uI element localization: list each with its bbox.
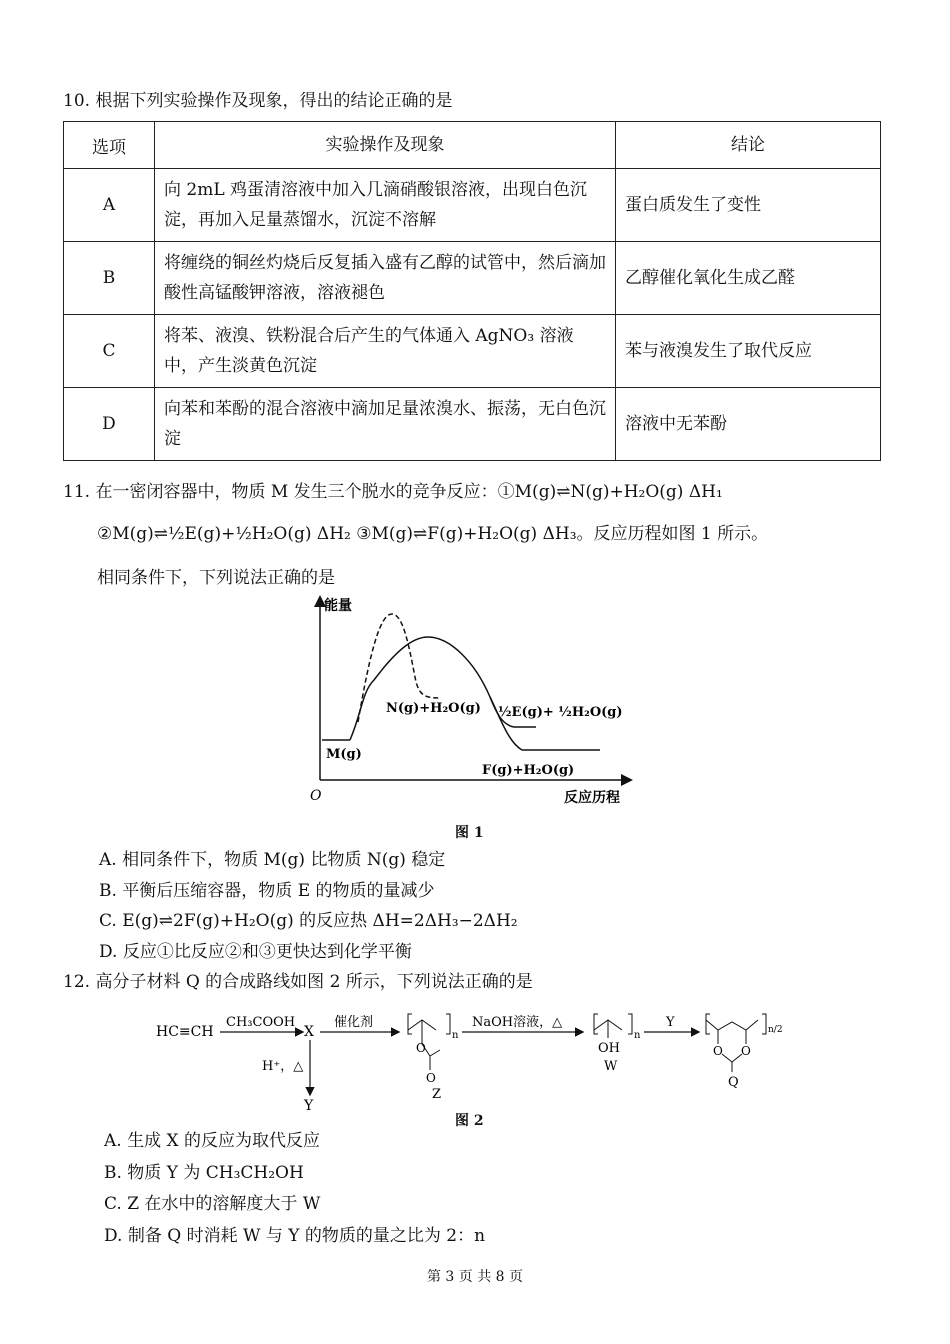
q11-line2: ②M(g)⇌½E(g)+½H₂O(g) ΔH₂ ③M(g)⇌F(g)+H₂O(g) ΔH₃。反应历程如图 1 所示。 [97, 524, 769, 544]
y-axis-label: 能量 [324, 598, 352, 614]
q10-table [63, 121, 881, 461]
x-axis-label: 反应历程 [564, 790, 620, 806]
q-o2: O [741, 1044, 751, 1058]
curve-f [350, 637, 600, 750]
energy-diagram [300, 592, 650, 812]
row-option: C [64, 315, 155, 388]
scheme-q: Q [728, 1075, 739, 1090]
q11-line3: 相同条件下，下列说法正确的是 [97, 568, 335, 588]
q10-stem: 10. 根据下列实验操作及现象，得出的结论正确的是 [63, 91, 453, 111]
q-backbone [706, 1020, 758, 1030]
scheme-w: W [604, 1059, 618, 1074]
w-subscript: n [634, 1030, 641, 1041]
label-m: M(g) [326, 747, 362, 762]
header-option: 选项 [64, 122, 155, 169]
w-bracket-left [594, 1014, 598, 1034]
z-subscript: n [452, 1030, 459, 1041]
scheme-reagent3: Y [666, 1015, 675, 1030]
row-operation: 向 2mL 鸡蛋清溶液中加入几滴硝酸银溶液，出现白色沉淀，再加入足量蒸馏水，沉淀不溶解 [155, 169, 616, 242]
row-option: D [64, 388, 155, 461]
row-operation: 将苯、液溴、铁粉混合后产生的气体通入 AgNO₃ 溶液中，产生淡黄色沉淀 [155, 315, 616, 388]
row-option: B [64, 242, 155, 315]
scheme-z: Z [432, 1087, 442, 1102]
q12-stem: 12. 高分子材料 Q 的合成路线如图 2 所示，下列说法正确的是 [63, 972, 533, 992]
row-conclusion: 溶液中无苯酚 [616, 388, 881, 461]
q-o1: O [713, 1044, 723, 1058]
scheme-reagent1: CH₃COOH [226, 1015, 296, 1030]
z-bracket-right [446, 1014, 450, 1034]
header-operation: 实验操作及现象 [155, 122, 616, 169]
row-conclusion: 乙醇催化氧化生成乙醛 [616, 242, 881, 315]
header-conclusion: 结论 [616, 122, 881, 169]
q12-option-d: D. 制备 Q 时消耗 W 与 Y 的物质的量之比为 2：n [104, 1226, 486, 1246]
label-f: F(g)+H₂O(g) [482, 763, 575, 778]
scheme-hydrolysis: H⁺，△ [262, 1059, 304, 1074]
q-bracket-right [762, 1014, 766, 1034]
w-oh: OH [598, 1041, 620, 1056]
table-row [64, 315, 881, 388]
q11-option-d: D. 反应①比反应②和③更快达到化学平衡 [99, 942, 412, 962]
table-row [64, 242, 881, 315]
q-subscript: n/2 [768, 1025, 783, 1035]
q12-option-c: C. Z 在水中的溶解度大于 W [104, 1194, 321, 1214]
q12-option-a: A. 生成 X 的反应为取代反应 [104, 1131, 320, 1151]
label-n: N(g)+H₂O(g) [386, 701, 481, 716]
row-option: A [64, 169, 155, 242]
q-bracket-left [706, 1014, 710, 1034]
figure2-caption: 图 2 [455, 1113, 484, 1129]
z-o2: O [426, 1071, 436, 1085]
page-footer: 第 3 页 共 8 页 [426, 1269, 524, 1285]
table-row [64, 169, 881, 242]
scheme-x: X [304, 1024, 314, 1040]
q11-option-a: A. 相同条件下，物质 M(g) 比物质 N(g) 稳定 [99, 850, 446, 870]
scheme-y: Y [304, 1098, 314, 1114]
z-bracket-left [408, 1014, 412, 1034]
w-bracket-right [628, 1014, 632, 1034]
scheme-start: HC≡CH [156, 1024, 214, 1040]
row-conclusion: 苯与液溴发生了取代反应 [616, 315, 881, 388]
label-e: ½E(g)+ ½H₂O(g) [498, 705, 623, 720]
q11-option-c: C. E(g)⇌2F(g)+H₂O(g) 的反应热 ΔH=2ΔH₃−2ΔH₂ [99, 911, 518, 931]
row-operation: 将缠绕的铜丝灼烧后反复插入盛有乙醇的试管中，然后滴加酸性高锰酸钾溶液，溶液褪色 [155, 242, 616, 315]
synthesis-scheme [150, 1000, 790, 1115]
q12-option-b: B. 物质 Y 为 CH₃CH₂OH [104, 1163, 304, 1183]
row-conclusion: 蛋白质发生了变性 [616, 169, 881, 242]
scheme-reagent2: NaOH溶液，△ [472, 1015, 563, 1030]
row-operation: 向苯和苯酚的混合溶液中滴加足量浓溴水、振荡，无白色沉淀 [155, 388, 616, 461]
table-header-row [64, 122, 881, 169]
table-row [64, 388, 881, 461]
z-o1: O [416, 1041, 426, 1055]
q11-line1: 11. 在一密闭容器中，物质 M 发生三个脱水的竞争反应：①M(g)⇌N(g)+H₂O(g) ΔH₁ [63, 482, 723, 502]
origin-label: O [310, 788, 322, 804]
q11-option-b: B. 平衡后压缩容器，物质 E 的物质的量减少 [99, 881, 435, 901]
scheme-catalyst: 催化剂 [334, 1015, 374, 1030]
figure1-caption: 图 1 [455, 825, 484, 841]
